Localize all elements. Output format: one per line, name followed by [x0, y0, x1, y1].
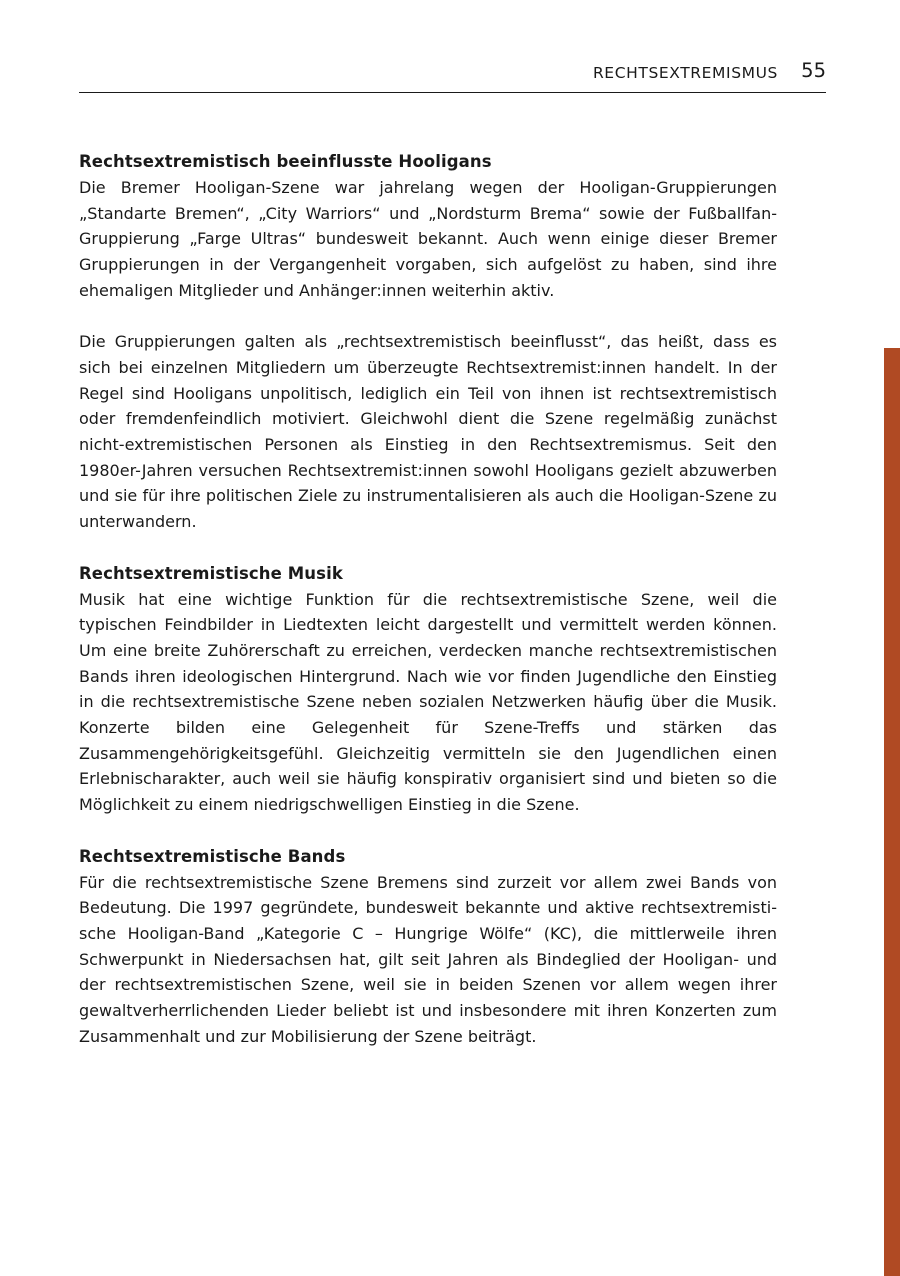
- running-header: [79, 58, 826, 93]
- paragraph: Die Bremer Hooligan-Szene war jahrelang wegen der Hooligan-Gruppierungen „Standarte Bremen“, „City Warriors“ und „Nordsturm Brema“ sowie der Fußballfan-Gruppierung „Farge Ultras“ bundesweit bekannt. Auch wenn einige dieser Bremer Gruppierungen in der Vergangenheit vorgaben, sich aufgelöst zu haben, sind ihre ehemaligen Mitglieder und Anhänger:innen weiterhin aktiv.: [79, 178, 777, 300]
- paragraph: Musik hat eine wichtige Funktion für die rechtsextremistische Szene, weil die typischen Feindbilder in Liedtexten leicht dargestellt und vermittelt werden können. Um eine breite Zuhörerschaft zu erreichen, verdecken manche rechtsextremistischen Bands ihren ideologischen Hintergrund. Nach wie vor finden Jugendliche den Einstieg in die rechtsextremistische Szene neben sozialen Netzwerken häufig über die Musik. Konzerte bilden eine Gelegenheit für Szene-Treffs und stärken das Zusammengehörigkeitsgefühl. Gleichzeitig vermitteln sie den Jugendlichen einen Erlebnischarakter, auch weil sie häufig konspirativ organisiert sind und bieten so die Möglichkeit zu einem niedrigschwelligen Einstieg in die Szene.: [79, 589, 777, 815]
- main-content: [79, 149, 777, 1049]
- page-number: 55: [801, 59, 826, 82]
- paragraph: Für die rechtsextremistische Szene Bremens sind zurzeit vor allem zwei Bands von Bedeutung. Die 1997 gegründete, bundesweit bekannte und aktive rechtsextremistische Hooligan-Band „Kategorie C – Hungrige Wölfe“ (KC), die mittlerweile ihren Schwerpunkt in Niedersachsen hat, gilt seit Jahren als Bindeglied der Hooligan- und der rechtsextremistischen Szene, weil sie in beiden Szenen vor allem wegen ihrer gewaltverherrlichenden Lieder beliebt ist und insbesondere mit ihren Konzerten zum Zusammenhalt und zur Mobilisierung der Szene beiträgt.: [79, 872, 777, 1046]
- section-heading-hooligans: Rechtsextremistisch beeinflusste Hooligans: [79, 152, 492, 171]
- chapter-marker-bar: [884, 348, 900, 1276]
- running-header-title: RECHTSEXTREMISMUS: [592, 64, 778, 82]
- section-heading-musik: Rechtsextremistische Musik: [79, 563, 343, 583]
- paragraph: Die Gruppierungen galten als „rechtsextremistisch beeinflusst“, das heißt, dass es sich bei einzelnen Mitgliedern um überzeugte Rechtsextremist:innen handelt. In der Regel sind Hooligans unpolitisch, lediglich ein Teil von ihnen ist rechtsextremistisch oder fremdenfeindlich motiviert. Gleichwohl dient die Szene regelmäßig zunächst nicht-extremistischen Personen als Einstieg in den Rechtsextremismus. Seit den 1980er-Jahren versuchen Rechtsextremist:innen sowohl Hooligans gezielt abzuwerben und sie für ihre politischen Ziele zu instrumentalisieren als auch die Hooligan-Szene zu unterwandern.: [79, 332, 777, 532]
- section-heading-bands: Rechtsextremistische Bands: [79, 846, 346, 866]
